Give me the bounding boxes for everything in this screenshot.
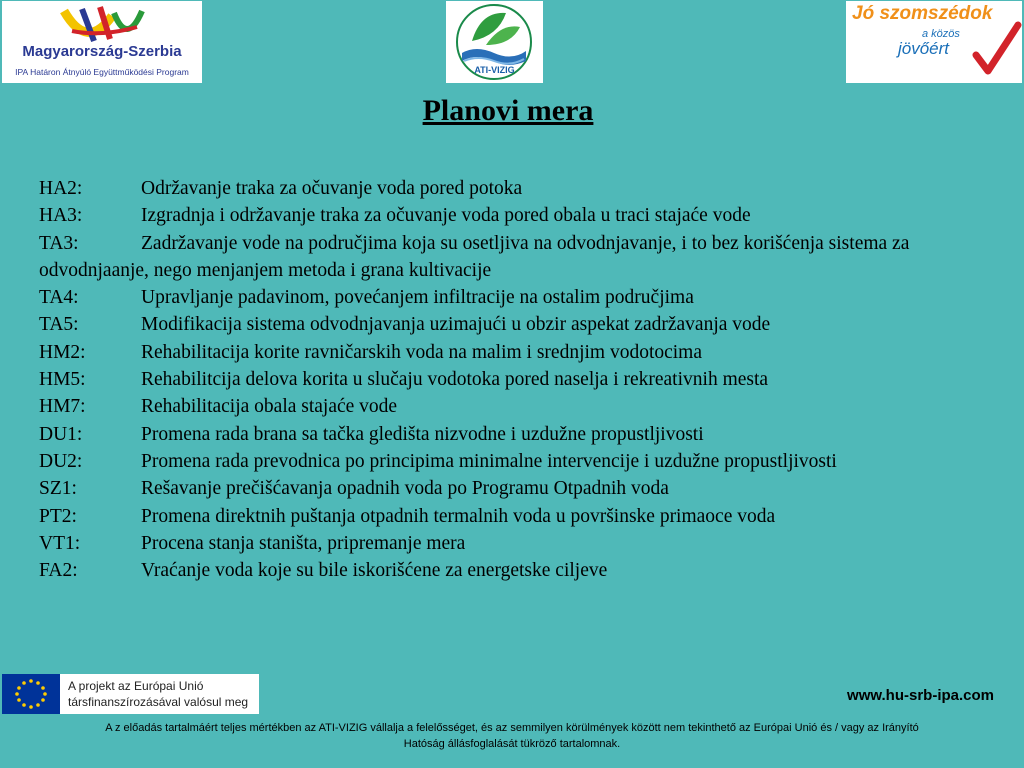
measures-list bbox=[39, 175, 999, 584]
measure-row bbox=[39, 230, 999, 285]
measure-text: Upravljanje padavinom, povećanjem infiltracije na ostalim područjima bbox=[141, 287, 694, 309]
measure-row bbox=[39, 284, 999, 311]
measure-text: Promena rada brana sa tačka gledišta nizvodne i uzdužne propustljivosti bbox=[141, 423, 704, 445]
website-link[interactable]: www.hu-srb-ipa.com bbox=[847, 687, 994, 704]
measure-code: TA3: bbox=[39, 232, 79, 254]
measure-code: HM7: bbox=[39, 396, 86, 418]
jo-szomszedok-logo bbox=[846, 1, 1022, 83]
measure-row bbox=[39, 475, 999, 502]
measure-code: DU1: bbox=[39, 423, 83, 445]
disclaimer-line2: Hatóság állásfoglalását tükröző tartalomnak. bbox=[403, 738, 621, 750]
measure-code: SZ1: bbox=[39, 478, 77, 500]
measure-text: Rehabilitacija korite ravničarskih voda na malim i srednjim vodotocima bbox=[141, 341, 703, 363]
logo-right-line1: Jó szomszédok bbox=[852, 3, 993, 24]
measure-text: Rešavanje prečišćavanja opadnih voda po Programu Otpadnih voda bbox=[141, 478, 669, 500]
logo-left-subtitle: IPA Határon Átnyúló Együttműködési Program bbox=[15, 67, 189, 77]
measure-code: VT1: bbox=[39, 532, 81, 554]
measure-code: HM5: bbox=[39, 369, 86, 391]
measure-row bbox=[39, 503, 999, 530]
magyarorszag-szerbia-logo bbox=[2, 1, 202, 83]
measure-row bbox=[39, 311, 999, 338]
measure-code: HA3: bbox=[39, 205, 83, 227]
measure-row bbox=[39, 339, 999, 366]
measure-text: Rehabilitcija delova korita u slučaju vodotoka pored naselja i rekreativnih mesta bbox=[141, 369, 769, 391]
measure-text: Izgradnja i održavanje traka za očuvanje voda pored obala u traci stajaće vode bbox=[141, 205, 751, 227]
measure-code: PT2: bbox=[39, 505, 77, 527]
eu-flag-icon bbox=[2, 674, 60, 714]
measure-text: Vraćanje voda koje su bile iskorišćene za energetske ciljeve bbox=[141, 560, 608, 582]
measure-text: Procena stanja staništa, pripremanje mera bbox=[141, 532, 466, 554]
disclaimer bbox=[20, 720, 1004, 752]
measure-text: Modifikacija sistema odvodnjavanja uzimajući u obzir aspekat zadržavanja vode bbox=[141, 314, 771, 336]
measure-row bbox=[39, 393, 999, 420]
measure-code: HA2: bbox=[39, 178, 83, 199]
logo-right-line3: jövőért bbox=[898, 39, 950, 58]
measure-text: Promena rada prevodnica po principima minimalne intervencije i uzdužne propustljivosti bbox=[141, 450, 837, 472]
measure-code: FA2: bbox=[39, 560, 78, 582]
page-title: Planovi mera bbox=[422, 94, 594, 127]
eu-box-line1: A projekt az Európai Unió bbox=[68, 679, 204, 693]
measure-code: TA5: bbox=[39, 314, 79, 336]
measure-text: Zadržavanje vode na područjima koja su osetljiva na odvodnjavanje, i to bez korišćenja sistema za odvodnjaanje, nego menjanjem metoda i grana kultivacije bbox=[39, 232, 910, 281]
checkmark-icon bbox=[972, 21, 1022, 81]
measure-row bbox=[39, 557, 999, 584]
logo-right-line2: a közös bbox=[922, 28, 960, 40]
disclaimer-line1: A z előadás tartalmáért teljes mértékben az ATI-VIZIG vállalja a felelősséget, és az semmilyen körülmények között nem tekinthető az Európai Unió és / vagy az Irányító bbox=[105, 722, 919, 734]
logo-left-name: Magyarország-Szerbia bbox=[22, 43, 182, 60]
measure-text: Promena direktnih puštanja otpadnih termalnih voda u površinske primaoce voda bbox=[141, 505, 776, 527]
measure-row bbox=[39, 175, 999, 202]
ati-vizig-logo bbox=[446, 1, 543, 83]
logo-center-name: ATI-VIZIG bbox=[474, 65, 515, 75]
measure-row bbox=[39, 421, 999, 448]
measure-code: TA4: bbox=[39, 287, 79, 309]
measure-row bbox=[39, 448, 999, 475]
measure-code: HM2: bbox=[39, 341, 86, 363]
measure-row bbox=[39, 366, 999, 393]
measure-text: Održavanje traka za očuvanje voda pored potoka bbox=[141, 178, 523, 199]
eu-box-line2: társfinanszírozásával valósul meg bbox=[68, 695, 249, 709]
measure-row bbox=[39, 530, 999, 557]
measure-code: DU2: bbox=[39, 450, 83, 472]
measure-text: Rehabilitacija obala stajaće vode bbox=[141, 396, 398, 418]
measure-row bbox=[39, 202, 999, 229]
eu-cofinancing-box bbox=[2, 674, 259, 714]
